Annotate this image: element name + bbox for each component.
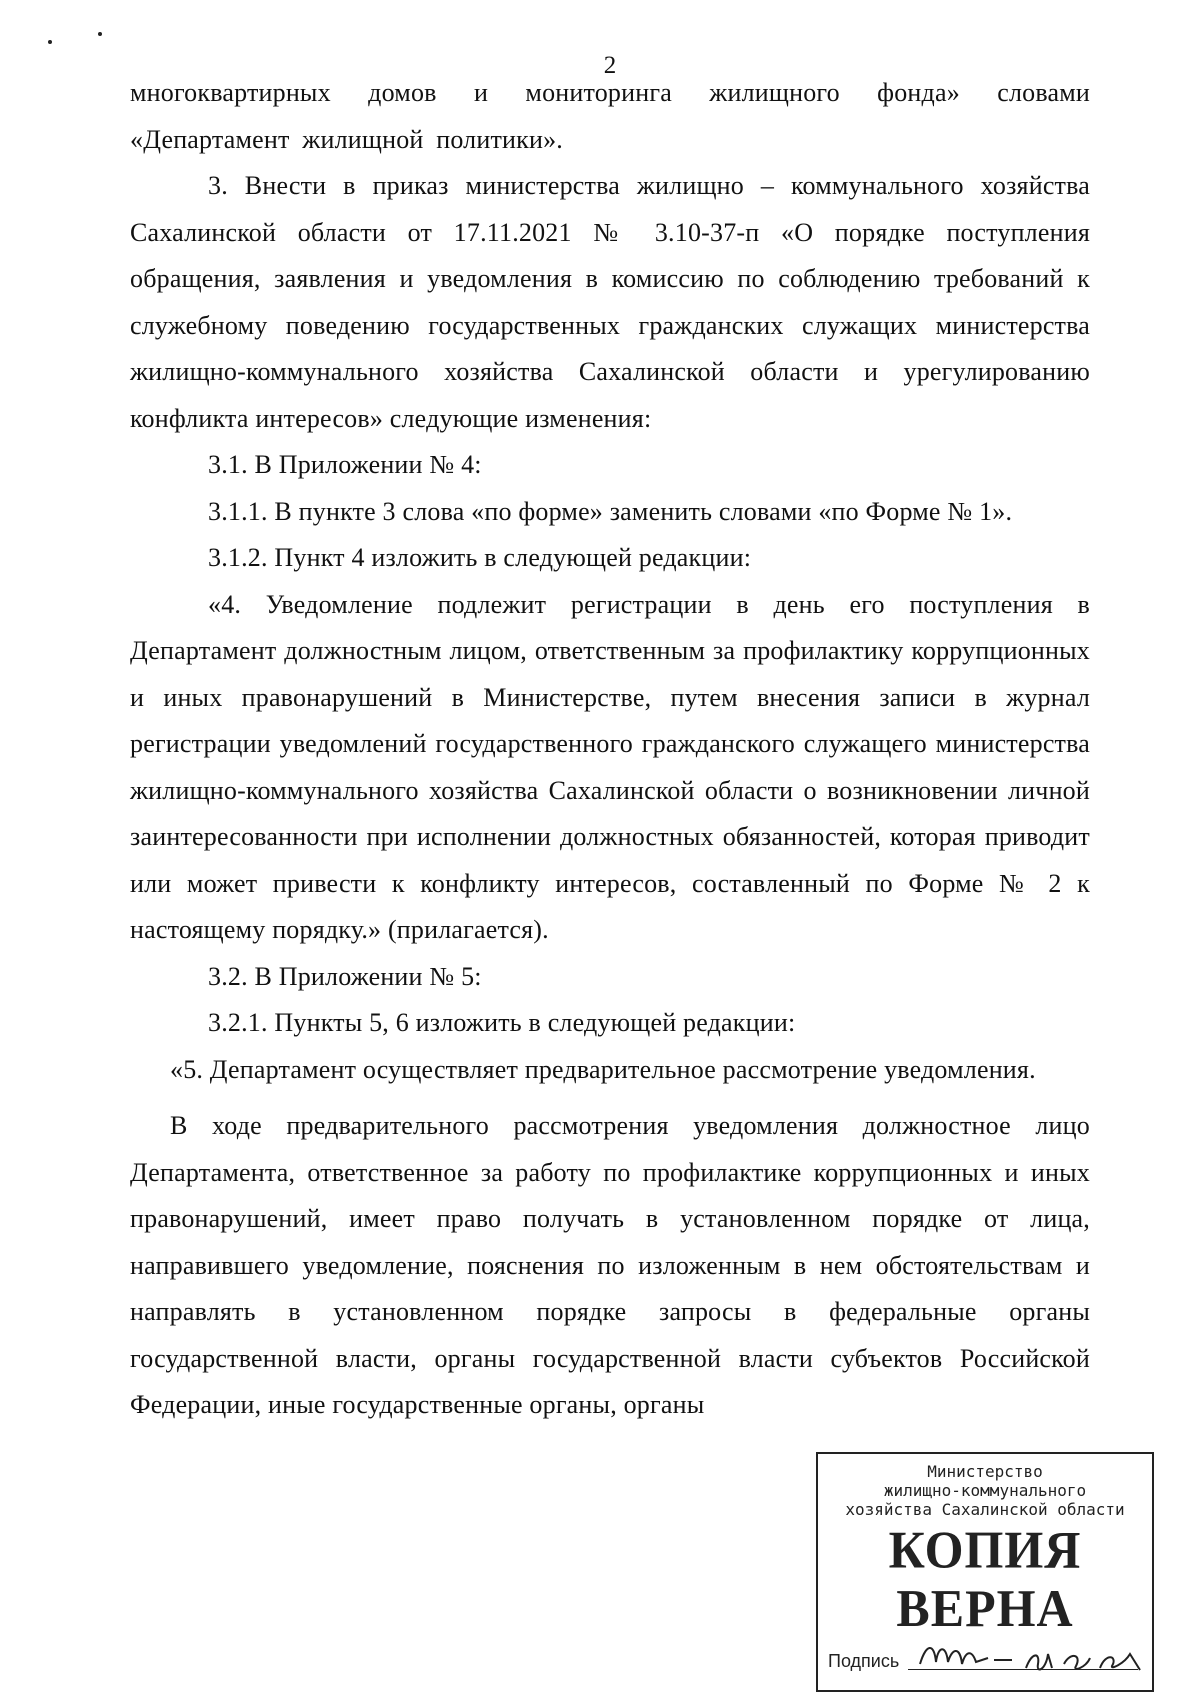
paragraph: «5. Департамент осуществляет предварительное рассмотрение уведомления.: [170, 1054, 1036, 1084]
stamp-org-line: Министерство: [927, 1462, 1043, 1481]
paragraph: 3.1.1. В пункте 3 слова «по форме» заменить словами «по Форме № 1».: [208, 496, 1013, 526]
certification-stamp: [816, 1452, 1154, 1692]
paragraph: «4. Уведомление подлежит регистрации в день его поступления в Департамент должностным лицом, ответственным за профилактику коррупционных и иных правонарушений в Министерстве, путем внесения записи в журнал регистрации уведомлений государственного гражданского служащего министерства жилищно-коммунального хозяйства Сахалинской области о возникновении личной заинтересованности при исполнении должностных обязанностей, которая приводит или может привести к конфликту интересов, составленный по Форме № 2 к настоящему порядку.» (прилагается).: [130, 589, 1090, 944]
scan-speck: [48, 40, 52, 44]
paragraph: 3.2.1. Пункты 5, 6 изложить в следующей редакции:: [208, 1008, 796, 1037]
stamp-sign-label: Подпись: [828, 1651, 900, 1671]
page-number: 2: [603, 52, 617, 79]
stamp-title: КОПИЯ ВЕРНА: [888, 1520, 1082, 1638]
stamp-org-line: жилищно-коммунального: [883, 1481, 1087, 1500]
paragraph: многоквартирных домов и мониторинга жилищного фонда» словами «Департамент жилищной политики».: [130, 78, 1090, 154]
handwritten-signature: [914, 1634, 1154, 1678]
paragraph: 3.1. В Приложении № 4:: [208, 450, 482, 479]
body-text: [130, 70, 1090, 1429]
scan-speck: [98, 32, 102, 36]
stamp-org-line: хозяйства Сахалинской области: [845, 1500, 1125, 1519]
paragraph: 3.1.2. Пункт 4 изложить в следующей редакции:: [208, 543, 752, 572]
stamp-signature-row: [828, 1638, 1142, 1678]
paragraph: 3. Внести в приказ министерства жилищно – коммунального хозяйства Сахалинской области от 17.11.2021 № 3.10-37-п «О порядке поступления обращения, заявления и уведомления в комиссию по соблюдению требований к служебному поведению государственных гражданских служащих министерства жилищно-коммунального хозяйства Сахалинской области и урегулированию конфликта интересов» следующие изменения:: [130, 171, 1090, 433]
paragraph: В ходе предварительного рассмотрения уведомления должностное лицо Департамента, ответственное за работу по профилактике коррупционных и иных правонарушений, имеет право получать в установленном порядке от лица, направившего уведомление, пояснения по изложенным в нем обстоятельствам и направлять в установленном порядке запросы в федеральные органы государственной власти, органы государственной власти субъектов Российской Федерации, иные государственные органы, органы: [130, 1111, 1090, 1419]
stamp-organization: [818, 1462, 1152, 1519]
paragraph: 3.2. В Приложении № 5:: [208, 961, 482, 991]
